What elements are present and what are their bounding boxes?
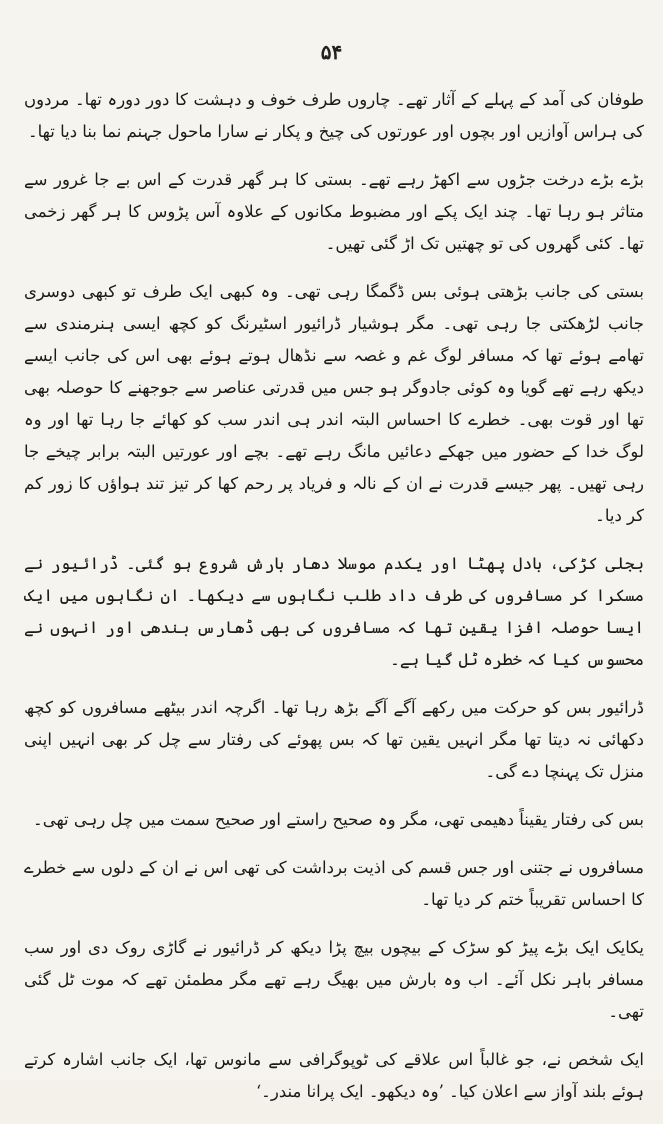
paragraph-5: ڈرائیور بس کو حرکت میں رکھے آگے آگے بڑھ رہا تھا۔ اگرچہ اندر بیٹھے مسافروں کو کچھ دکھائی نہ دیتا تھا مگر انہیں یقین تھا کہ بس پھوئے کی رفتار سے چل کر بھی انہیں اپنی منزل تک پہنچا دے گی۔ — [24, 698, 644, 781]
paragraph-8: یکایک ایک بڑے پیڑ کو سڑک کے بیچوں بیچ پڑا دیکھ کر ڈرائیور نے گاڑی روک دی اور سب مسافر باہر نکل آئے۔ اب وہ بارش میں بھیگ رہے تھے مگر مطمئن تھے کہ موت ٹل گئی تھی۔ — [24, 938, 644, 1021]
paragraph-1: طوفان کی آمد کے پہلے کے آثار تھے۔ چاروں طرف خوف و دہشت کا دور دورہ تھا۔ مردوں کی ہراس آوازیں اور بچوں اور عورتوں کی چیخ و پکار نے سارا ماحول جہنم نما بنا دیا تھا۔ — [24, 90, 644, 141]
paragraph-2: بڑے بڑے درخت جڑوں سے اکھڑ رہے تھے۔ بستی کا ہر گھر قدرت کے اس بے جا غرور سے متاثر ہو رہا تھا۔ چند ایک پکے اور مضبوط مکانوں کے علاوہ آس پڑوس کا ہر گھر زخمی تھا۔ کئی گھروں کی تو چھتیں تک اڑ گئی تھیں۔ — [24, 170, 644, 253]
paragraph-3: بستی کی جانب بڑھتی ہوئی بس ڈگمگا رہی تھی۔ وہ کبھی ایک طرف تو کبھی دوسری جانب لڑھکتی جا رہی تھی۔ مگر ہوشیار ڈرائیور اسٹیرنگ کو کچھ ایسی ہنرمندی سے تھامے ہوئے تھا کہ مسافر لوگ غم و غصہ سے نڈھال ہوتے ہوئے بھی اس کی جانب ایسے دیکھ رہے تھے گویا وہ کوئی جادوگر ہو جس میں قدرتی عناصر سے جوجھنے کا حوصلہ بھی تھا اور قوت بھی۔ خطرے کا احساس البتہ اندر ہی اندر سب کو کھائے جا رہا تھا اور وہ لوگ خدا کے حضور میں جھکے دعائیں مانگ رہے تھے۔ بچے اور عورتیں البتہ برابر چیخے جا رہی تھیں۔ پھر جیسے قدرت نے ان کے نالہ و فریاد پر رحم کھا کر تیز تند ہواؤں کا زور کم کر دیا۔ — [24, 282, 644, 525]
paragraph-9: ایک شخص نے، جو غالباً اس علاقے کی ٹوپوگرافی سے مانوس تھا، ایک جانب اشارہ کرتے ہوئے بلند آواز سے اعلان کیا۔ ’وہ دیکھو۔ ایک پرانا مندر۔‘ — [24, 1050, 644, 1101]
paragraph-7: مسافروں نے جتنی اور جس قسم کی اذیت برداشت کی تھی اس نے ان کے دلوں سے خطرے کا احساس تقریباً ختم کر دیا تھا۔ — [24, 858, 644, 909]
paragraph-6: بس کی رفتار یقیناً دھیمی تھی، مگر وہ صحیح راستے اور صحیح سمت میں چل رہی تھی۔ — [33, 810, 644, 829]
paragraph-4: بجلی کڑکی، بادل پھٹا اور یکدم موسلا دھار بارش شروع ہو گئی۔ ڈرائیور نے مسکرا کر مسافروں کی طرف داد طلب نگاہوں سے دیکھا۔ ان نگاہوں میں ایک ایسا حوصلہ افزا یقین تھا کہ مسافروں کی بھی ڈھارس بندھی اور انہوں نے محسوس کیا کہ خطرہ ٹل گیا ہے۔ — [24, 554, 644, 669]
page-number: ۵۴ — [320, 40, 343, 64]
body-text — [24, 84, 644, 1124]
